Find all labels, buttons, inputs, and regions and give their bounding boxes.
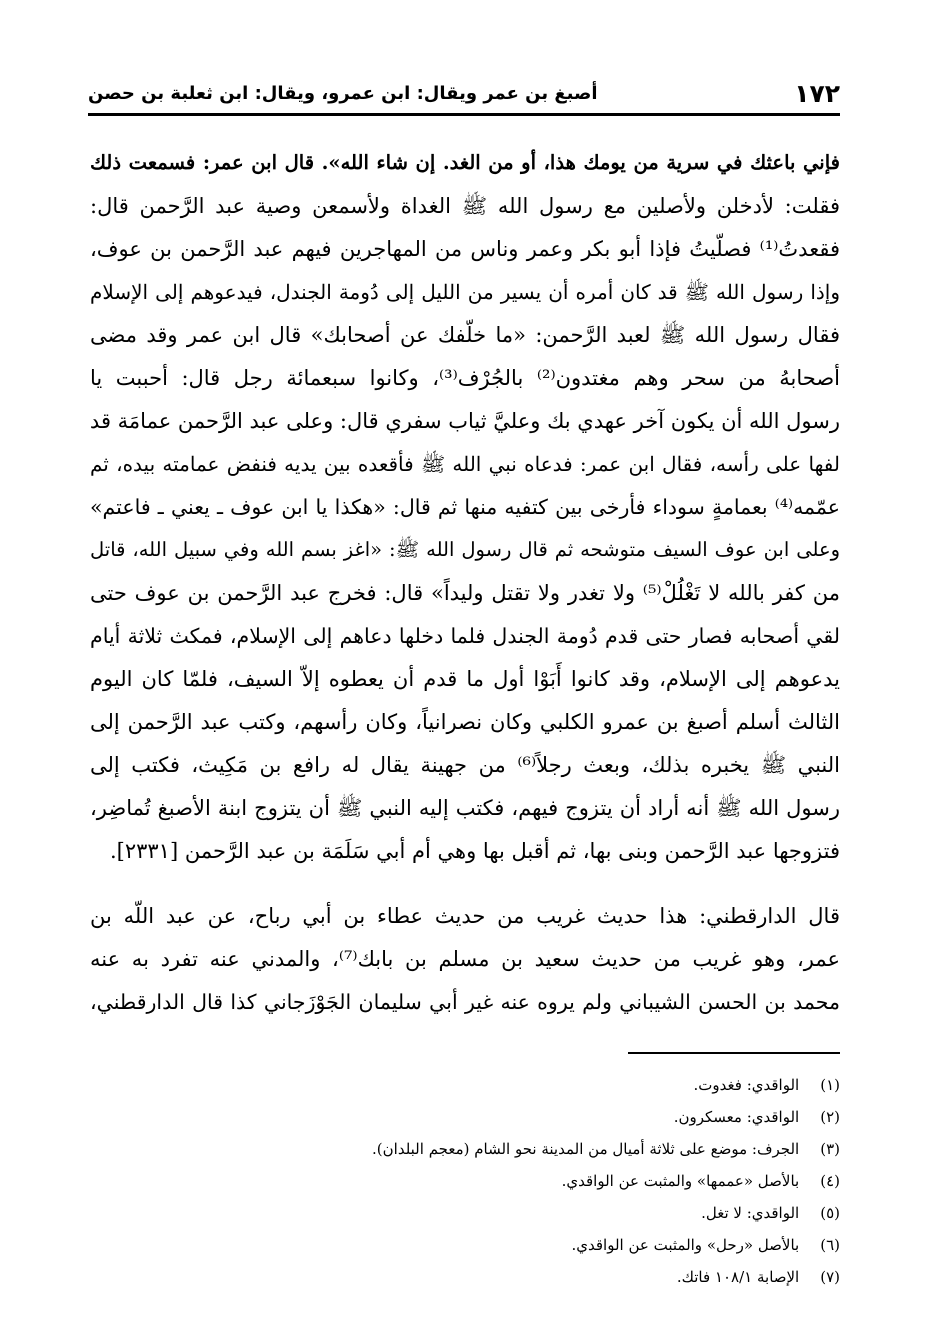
- body-line: فإني باعثك في سرية من يومك هذا، أو من الغد. إن شاء الله». قال ابن عمر: فسمعت ذلك: [90, 151, 840, 174]
- commentary-line: عمر، وهو غريب من حديث سعيد بن مسلم بن بابك⁽⁷⁾، والمدني عنه تفرد به عنه: [90, 947, 840, 971]
- body-line: فقعدتُ⁽¹⁾ فصلّيتُ فإذا أبو بكر وعمر وناس من المهاجرين فيهم عبد الرَّحمن بن عوف،: [90, 237, 840, 261]
- footnote: [90, 1134, 840, 1164]
- running-title: أصبغ بن عمر ويقال: ابن عمرو، ويقال: ابن ثعلبة بن حصن: [88, 83, 598, 104]
- page-number: ١٧٢: [794, 79, 840, 108]
- footnote-number: (٦): [820, 1236, 840, 1254]
- footnote-text: الواقدي: لا تغل.: [701, 1204, 800, 1222]
- footnote: [90, 1166, 840, 1196]
- body-line: رسول الله ﷺ أنه أراد أن يتزوج فيهم، فكتب إليه النبي ﷺ أن يتزوج ابنة الأصبغ تُماضِر،: [90, 796, 840, 820]
- body-line: وعلى ابن عوف السيف متوشحه ثم قال رسول الله ﷺ: «اغز بسم الله وفي سبيل الله، قاتل: [90, 538, 840, 561]
- commentary-line: محمد بن الحسن الشيباني ولم يروه عنه غير أبي سليمان الجَوْزَجاني كذا قال الدارقطني،: [90, 990, 840, 1014]
- footnote-text: الواقدي: فغدوت.: [693, 1076, 800, 1094]
- footnote-text: الجرف: موضع على ثلاثة أميال من المدينة نحو الشام (معجم البلدان).: [372, 1140, 800, 1158]
- running-header: [88, 78, 840, 114]
- body-line: فقلت: لأدخلن ولأصلين مع رسول الله ﷺ الغداة ولأسمعن وصية عبد الرَّحمن قال:: [90, 194, 840, 218]
- footnote: [90, 1102, 840, 1132]
- body-line: وإذا رسول الله ﷺ قد كان أمره أن يسير من الليل إلى دُومة الجندل، فيدعوهم إلى الإسلام: [90, 280, 840, 304]
- footnote-number: (٧): [820, 1268, 840, 1286]
- body-line: عمّمه⁽⁴⁾ بعمامةٍ سوداء فأرخى بين كتفيه منها ثم قال: «هكذا يا ابن عوف ـ يعني ـ فاعتم»: [90, 495, 840, 519]
- footnote-text: الإصابة ١٠٨/١ فاتك.: [676, 1268, 800, 1286]
- footnote-text: الواقدي: معسكرون.: [673, 1108, 800, 1126]
- footnote: [90, 1262, 840, 1292]
- body-line: لقي أصحابه فصار حتى قدم دُومة الجندل فلما دخلها دعاهم إلى الإسلام، فمكث ثلاثة أيام: [90, 624, 840, 648]
- footnote-rule: [628, 1052, 840, 1054]
- body-line: يدعوهم إلى الإسلام، وقد كانوا أَبَوْا أول ما قدم أن يعطوه إلاّ السيف، فلمّا كان اليوم: [90, 667, 840, 691]
- footnote: [90, 1198, 840, 1228]
- body-line: الثالث أسلم أصبغ بن عمرو الكلبي وكان نصرانياً، وكان رأسهم، وكتب عبد الرَّحمن إلى: [90, 710, 840, 734]
- footnote-text: بالأصل «رحل» والمثبت عن الواقدي.: [571, 1236, 800, 1254]
- body-line: فقال رسول الله ﷺ لعبد الرَّحمن: «ما خلّفك عن أصحابك» قال ابن عمر وقد مضى: [90, 323, 840, 347]
- header-rule: [88, 113, 840, 116]
- body-line: النبي ﷺ يخبره بذلك، وبعث رجلاً⁽⁶⁾ من جهينة يقال له رافع بن مَكِيث، فكتب إلى: [90, 753, 840, 777]
- body-line: رسول الله أن يكون آخر عهدي بك وعليَّ ثياب سفري قال: وعلى عبد الرَّحمن عمامَة قد: [90, 409, 840, 433]
- footnote-number: (٥): [820, 1204, 840, 1222]
- footnote-number: (١): [820, 1076, 840, 1094]
- body-line: أصحابهُ من سحر وهم مغتدون⁽²⁾ بالجُرْف⁽³⁾، وكانوا سبعمائة رجل قال: أحببت يا: [90, 366, 840, 390]
- body-line: من كفر بالله لا تَغْلُلْ⁽⁵⁾ ولا تغدر ولا تقتل وليداً» قال: فخرج عبد الرَّحمن بن عوف حتى: [90, 581, 840, 605]
- body-line: فتزوجها عبد الرَّحمن وبنى بها، ثم أقبل بها وهي أم أبي سَلَمَة بن عبد الرَّحمن [٢٣٣١].: [109, 839, 840, 863]
- footnote-number: (٢): [820, 1108, 840, 1126]
- commentary-line: قال الدارقطني: هذا حديث غريب من حديث عطاء بن أبي رباح، عن عبد اللّه بن: [90, 904, 840, 928]
- footnote-number: (٣): [820, 1140, 840, 1158]
- footnote: [90, 1230, 840, 1260]
- footnote-text: بالأصل «عممها» والمثبت عن الواقدي.: [561, 1172, 800, 1190]
- footnote: [90, 1070, 840, 1100]
- body-line: لفها على رأسه، فقال ابن عمر: فدعاه نبي الله ﷺ فأقعده بين يديه فنفض عمامته بيده، ثم: [90, 452, 840, 476]
- footnote-number: (٤): [820, 1172, 840, 1190]
